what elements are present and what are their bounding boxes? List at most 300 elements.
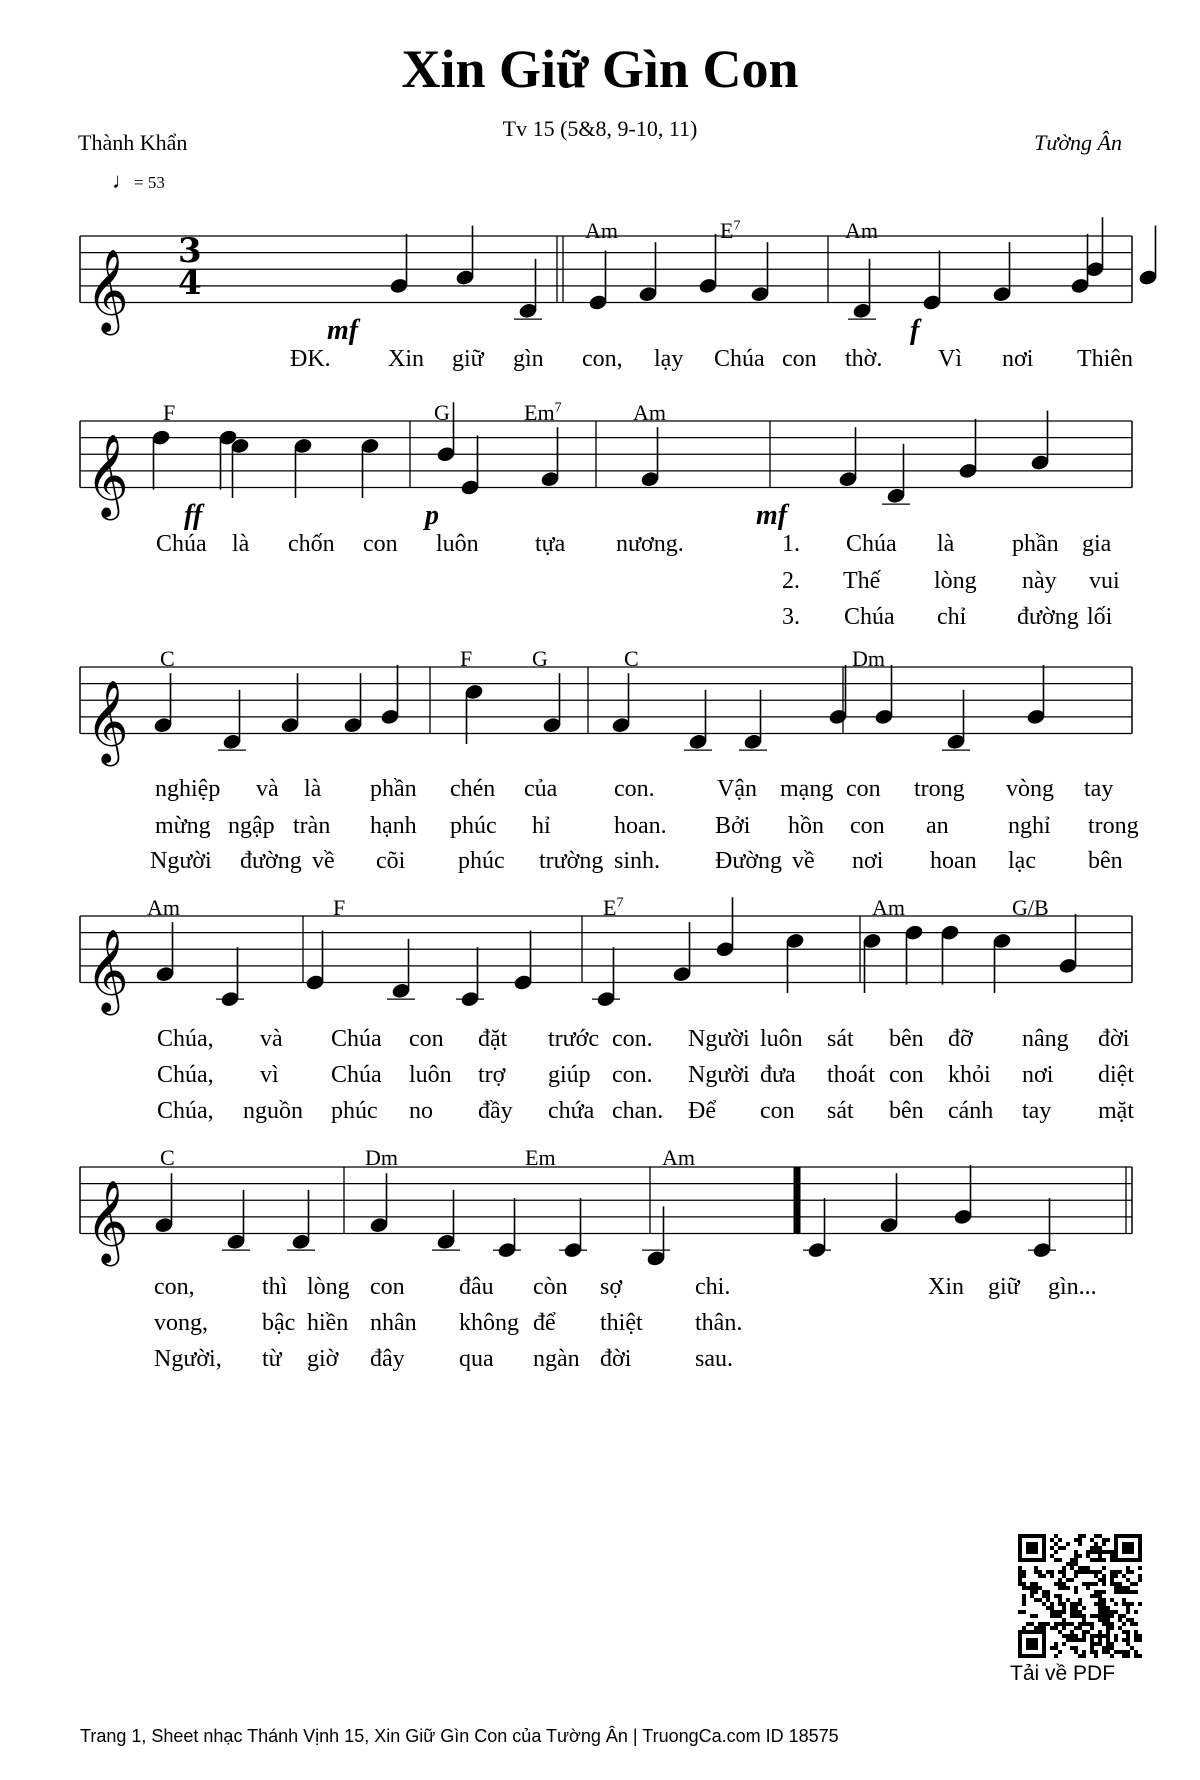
lyric-syllable: chén	[450, 776, 496, 802]
qr-module	[1102, 1614, 1106, 1618]
chord-symbol	[633, 400, 666, 426]
qr-module	[1062, 1566, 1066, 1570]
dynamic-marking: f	[910, 315, 920, 346]
qr-module	[1070, 1562, 1074, 1566]
qr-module	[1090, 1638, 1094, 1642]
qr-module	[1098, 1634, 1102, 1638]
qr-module	[1050, 1538, 1054, 1542]
qr-module	[1114, 1638, 1118, 1642]
qr-module	[1046, 1598, 1050, 1602]
qr-module	[1070, 1634, 1074, 1638]
qr-module	[1134, 1622, 1138, 1626]
lyric-syllable: thiệt	[600, 1310, 643, 1336]
quarter-note-icon: ♩	[112, 168, 134, 193]
time-signature-top: 3	[178, 231, 202, 271]
lyric-syllable: chi.	[695, 1274, 731, 1300]
qr-module	[1102, 1542, 1106, 1546]
page-title: Xin Giữ Gìn Con	[401, 39, 799, 99]
qr-module	[1062, 1606, 1066, 1610]
qr-module	[1114, 1582, 1118, 1586]
qr-module	[1090, 1538, 1094, 1542]
qr-module	[1110, 1598, 1114, 1602]
qr-module	[1118, 1626, 1122, 1630]
qr-module	[1046, 1622, 1050, 1626]
lyric-syllable: Chúa	[714, 346, 765, 372]
qr-module	[1054, 1642, 1058, 1646]
qr-module	[1098, 1550, 1102, 1554]
lyric-syllable: trợ	[478, 1062, 506, 1088]
qr-module	[1094, 1590, 1098, 1594]
qr-module	[1074, 1558, 1078, 1562]
qr-module	[1058, 1650, 1062, 1654]
qr-module	[1062, 1642, 1066, 1646]
lyric-syllable: trong	[1088, 813, 1139, 839]
qr-module	[1022, 1594, 1026, 1598]
qr-module	[1110, 1582, 1114, 1586]
qr-module	[1094, 1614, 1098, 1618]
lyric-syllable: diệt	[1098, 1062, 1134, 1088]
qr-module	[1042, 1594, 1046, 1598]
qr-module	[1058, 1614, 1062, 1618]
qr-module	[1126, 1630, 1130, 1634]
qr-module	[1086, 1622, 1090, 1626]
lyric-syllable: chốn	[288, 531, 335, 557]
lyric-syllable: nơi	[852, 848, 884, 874]
qr-module	[1078, 1566, 1082, 1570]
qr-module	[1134, 1582, 1138, 1586]
lyric-syllable: này	[1022, 568, 1057, 594]
chord-symbol	[333, 895, 345, 921]
chord-name: Am	[585, 218, 618, 243]
qr-module	[1098, 1642, 1102, 1646]
qr-module	[1138, 1566, 1142, 1570]
lyric-syllable: phần	[370, 776, 417, 802]
qr-module	[1022, 1626, 1026, 1630]
lyric-syllable: hoan	[930, 848, 977, 874]
lyric-syllable: Chúa,	[157, 1062, 214, 1088]
lyric-syllable: từ	[262, 1346, 282, 1372]
qr-module	[1094, 1546, 1098, 1550]
qr-module	[1066, 1562, 1070, 1566]
qr-module	[1074, 1562, 1078, 1566]
qr-module	[1130, 1646, 1134, 1650]
qr-module	[1126, 1586, 1130, 1590]
chord-name: Am	[872, 895, 905, 920]
lyric-syllable: mạng	[780, 776, 834, 802]
lyric-syllable: để	[533, 1310, 556, 1336]
qr-module	[1094, 1594, 1098, 1598]
qr-module	[1054, 1622, 1058, 1626]
qr-module	[1070, 1610, 1074, 1614]
lyric-syllable: vòng	[1006, 776, 1054, 802]
lyric-syllable: Chúa	[846, 531, 897, 557]
treble-clef-icon: 𝄞	[86, 1178, 129, 1263]
qr-module	[1102, 1566, 1106, 1570]
qr-module	[1034, 1598, 1038, 1602]
qr-module	[1098, 1618, 1102, 1622]
lyric-syllable: đâu	[459, 1274, 494, 1300]
qr-module	[1054, 1582, 1058, 1586]
qr-module	[1054, 1614, 1058, 1618]
qr-module	[1126, 1602, 1130, 1606]
qr-module	[1082, 1622, 1086, 1626]
chord-symbol	[160, 1145, 175, 1171]
qr-module	[1074, 1602, 1078, 1606]
chord-extension: 7	[554, 400, 562, 416]
qr-module	[1058, 1630, 1062, 1634]
qr-module	[1130, 1570, 1134, 1574]
qr-module	[1086, 1630, 1090, 1634]
qr-module	[1122, 1614, 1126, 1618]
treble-clef-icon: 𝄞	[86, 678, 129, 763]
qr-module	[1106, 1650, 1110, 1654]
qr-module	[1050, 1570, 1054, 1574]
lyric-syllable: lạy	[654, 346, 684, 372]
lyric-syllable: thờ.	[845, 346, 883, 372]
qr-module	[1114, 1602, 1118, 1606]
qr-module	[1098, 1558, 1102, 1562]
qr-module	[1110, 1554, 1114, 1558]
qr-module	[1090, 1550, 1094, 1554]
lyric-syllable: trong	[914, 776, 965, 802]
qr-module	[1102, 1618, 1106, 1622]
lyric-syllable: của	[524, 776, 558, 802]
chord-name: F	[460, 646, 473, 671]
lyric-syllable: phúc	[450, 813, 497, 839]
qr-module	[1078, 1538, 1082, 1542]
qr-module	[1094, 1602, 1098, 1606]
qr-module	[1082, 1654, 1086, 1658]
qr-module	[1066, 1638, 1070, 1642]
qr-module	[1058, 1578, 1062, 1582]
lyric-syllable: sát	[827, 1026, 854, 1052]
qr-module	[1074, 1574, 1078, 1578]
lyric-syllable: và	[260, 1026, 283, 1052]
qr-module	[1110, 1574, 1114, 1578]
qr-module	[1034, 1566, 1038, 1570]
qr-module	[1062, 1618, 1066, 1622]
qr-module	[1074, 1538, 1078, 1542]
lyric-syllable: lạc	[1008, 848, 1036, 874]
qr-module	[1126, 1566, 1130, 1570]
qr-module	[1086, 1570, 1090, 1574]
treble-clef-icon: 𝄞	[86, 927, 129, 1012]
qr-module	[1114, 1574, 1118, 1578]
lyric-syllable: Xin	[928, 1274, 964, 1300]
qr-module	[1082, 1606, 1086, 1610]
lyric-syllable: 1.	[782, 531, 800, 557]
qr-module	[1114, 1586, 1118, 1590]
qr-module	[1058, 1598, 1062, 1602]
qr-module	[1082, 1614, 1086, 1618]
qr-module	[1074, 1638, 1078, 1642]
chord-symbol	[532, 646, 548, 672]
qr-module	[1022, 1598, 1026, 1602]
chord-name: C	[160, 1145, 175, 1170]
qr-module	[1042, 1574, 1046, 1578]
qr-module	[1098, 1570, 1102, 1574]
qr-module	[1046, 1590, 1050, 1594]
chord-name: E	[603, 895, 617, 920]
lyric-syllable: Thiên	[1077, 346, 1133, 372]
lyric-syllable: bên	[889, 1026, 924, 1052]
lyric-syllable: Đường	[715, 848, 783, 874]
qr-module	[1134, 1654, 1138, 1658]
lyric-syllable: mừng	[155, 813, 211, 839]
composer-credit: Tường Ân	[1034, 130, 1122, 155]
lyric-syllable: 2.	[782, 568, 800, 594]
qr-module	[1034, 1626, 1038, 1630]
qr-module	[1126, 1578, 1130, 1582]
qr-module	[1098, 1594, 1102, 1598]
lyric-syllable: đường	[1017, 604, 1079, 630]
qr-module	[1114, 1570, 1118, 1574]
lyric-syllable: đây	[370, 1346, 405, 1372]
lyric-syllable: chan.	[612, 1098, 664, 1124]
chord-name: Am	[633, 400, 666, 425]
qr-module	[1122, 1638, 1126, 1642]
lyric-syllable: bên	[889, 1098, 924, 1124]
qr-module	[1094, 1574, 1098, 1578]
qr-module	[1030, 1582, 1034, 1586]
qr-module	[1106, 1630, 1110, 1634]
qr-module	[1066, 1542, 1070, 1546]
qr-module	[1058, 1594, 1062, 1598]
qr-module	[1082, 1582, 1086, 1586]
qr-module	[1138, 1634, 1142, 1638]
page-footer: Trang 1, Sheet nhạc Thánh Vịnh 15, Xin Giữ Gìn Con của Tường Ân | TruongCa.com ID 18575	[80, 1726, 839, 1746]
chord-name: G	[532, 646, 548, 671]
qr-module	[1134, 1610, 1138, 1614]
chord-name: Em	[524, 400, 555, 425]
lyric-syllable: nguồn	[243, 1098, 303, 1124]
lyric-syllable: nương.	[616, 531, 684, 557]
qr-module	[1090, 1582, 1094, 1586]
qr-module	[1058, 1622, 1062, 1626]
qr-module	[1082, 1634, 1086, 1638]
qr-module	[1106, 1550, 1110, 1554]
qr-module	[1026, 1622, 1030, 1626]
lyric-syllable: Người	[688, 1026, 750, 1052]
lyric-syllable: sau.	[695, 1346, 733, 1372]
qr-module	[1078, 1614, 1082, 1618]
qr-module	[1090, 1614, 1094, 1618]
qr-module	[1038, 1626, 1042, 1630]
qr-module	[1078, 1654, 1082, 1658]
lyric-syllable: ngàn	[533, 1346, 580, 1372]
qr-module	[1062, 1586, 1066, 1590]
qr-module	[1094, 1634, 1098, 1638]
qr-module	[1110, 1626, 1114, 1630]
qr-module	[1038, 1586, 1042, 1590]
qr-module	[1034, 1590, 1038, 1594]
lyric-syllable: thân.	[695, 1310, 743, 1336]
qr-module	[1106, 1634, 1110, 1638]
chord-name: Em	[525, 1145, 556, 1170]
chord-name: F	[163, 400, 176, 425]
qr-module	[1102, 1622, 1106, 1626]
psalm-reference: Tv 15 (5&8, 9-10, 11)	[502, 116, 698, 141]
qr-module	[1022, 1610, 1026, 1614]
qr-module	[1070, 1606, 1074, 1610]
qr-module	[1110, 1578, 1114, 1582]
qr-module	[1126, 1634, 1130, 1638]
chord-name: Am	[147, 895, 180, 920]
qr-module	[1094, 1558, 1098, 1562]
qr-module	[1094, 1542, 1098, 1546]
qr-module	[1126, 1654, 1130, 1658]
lyric-syllable: Vận	[717, 776, 757, 802]
qr-module	[1130, 1622, 1134, 1626]
qr-module	[1018, 1610, 1022, 1614]
qr-module	[1082, 1650, 1086, 1654]
qr-module	[1090, 1594, 1094, 1598]
dynamic-marking: ff	[184, 500, 203, 531]
chord-name: G/B	[1012, 895, 1049, 920]
qr-module	[1118, 1582, 1122, 1586]
chord-symbol	[147, 895, 180, 921]
qr-module	[1102, 1578, 1106, 1582]
qr-module	[1086, 1586, 1090, 1590]
qr-module	[1118, 1570, 1122, 1574]
chord-symbol	[624, 646, 639, 672]
qr-finder-center	[1026, 1542, 1038, 1554]
qr-module	[1106, 1618, 1110, 1622]
chord-extension: 7	[616, 895, 624, 911]
lyric-syllable: Xin	[388, 346, 424, 372]
qr-module	[1054, 1594, 1058, 1598]
qr-module	[1094, 1582, 1098, 1586]
chord-name: F	[333, 895, 346, 920]
qr-module	[1078, 1542, 1082, 1546]
qr-module	[1126, 1590, 1130, 1594]
qr-module	[1054, 1558, 1058, 1562]
qr-module	[1098, 1630, 1102, 1634]
qr-module	[1058, 1586, 1062, 1590]
qr-module	[1046, 1594, 1050, 1598]
qr-module	[1126, 1650, 1130, 1654]
lyric-syllable: hoan.	[614, 813, 667, 839]
lyric-syllable: chỉ	[937, 604, 967, 630]
lyric-syllable: là	[937, 531, 955, 557]
qr-module	[1022, 1574, 1026, 1578]
qr-module	[1102, 1550, 1106, 1554]
qr-module	[1118, 1650, 1122, 1654]
qr-module	[1102, 1650, 1106, 1654]
qr-module	[1054, 1542, 1058, 1546]
chord-symbol	[524, 400, 562, 426]
qr-module	[1062, 1610, 1066, 1614]
qr-module	[1134, 1590, 1138, 1594]
qr-module	[1126, 1618, 1130, 1622]
qr-module	[1138, 1574, 1142, 1578]
lyric-syllable: con	[363, 531, 398, 557]
qr-module	[1102, 1634, 1106, 1638]
lyric-syllable: phúc	[458, 848, 505, 874]
lyric-syllable: trước	[548, 1026, 600, 1052]
qr-module	[1114, 1590, 1118, 1594]
lyric-syllable: con	[889, 1062, 924, 1088]
lyric-syllable: nơi	[1002, 346, 1034, 372]
qr-module	[1086, 1550, 1090, 1554]
qr-module	[1090, 1650, 1094, 1654]
qr-module	[1022, 1582, 1026, 1586]
qr-module	[1066, 1622, 1070, 1626]
chord-name: C	[624, 646, 639, 671]
lyric-syllable: nhân	[370, 1310, 417, 1336]
qr-module	[1058, 1546, 1062, 1550]
qr-module	[1070, 1566, 1074, 1570]
lyric-syllable: tựa	[535, 531, 566, 557]
qr-module	[1054, 1654, 1058, 1658]
lyric-syllable: nghiệp	[155, 776, 221, 802]
qr-module	[1062, 1622, 1066, 1626]
lyric-syllable: hạnh	[370, 813, 417, 839]
lyric-syllable: luôn	[436, 531, 479, 557]
qr-module	[1058, 1558, 1062, 1562]
qr-module	[1018, 1574, 1022, 1578]
download-pdf-link[interactable]: Tải về PDF	[1010, 1662, 1116, 1685]
lyric-syllable: con	[370, 1274, 405, 1300]
lyric-syllable: là	[232, 531, 250, 557]
qr-module	[1074, 1646, 1078, 1650]
qr-module	[1098, 1638, 1102, 1642]
lyric-syllable: nơi	[1022, 1062, 1054, 1088]
qr-module	[1054, 1550, 1058, 1554]
qr-module	[1022, 1570, 1026, 1574]
qr-module	[1102, 1574, 1106, 1578]
chord-name: Dm	[852, 646, 885, 671]
qr-module	[1050, 1574, 1054, 1578]
qr-module	[1042, 1622, 1046, 1626]
chord-symbol	[525, 1145, 556, 1171]
qr-module	[1102, 1582, 1106, 1586]
qr-module	[1130, 1618, 1134, 1622]
qr-module	[1054, 1646, 1058, 1650]
qr-module	[1110, 1622, 1114, 1626]
chord-symbol	[872, 895, 905, 921]
lyric-syllable: bậc	[262, 1310, 296, 1336]
lyric-syllable: trường	[539, 848, 604, 874]
chord-symbol	[585, 218, 618, 244]
lyric-syllable: gìn...	[1048, 1274, 1097, 1300]
qr-module	[1098, 1602, 1102, 1606]
qr-module	[1090, 1634, 1094, 1638]
chord-symbol	[852, 646, 885, 672]
qr-module	[1042, 1626, 1046, 1630]
lyric-syllable: tay	[1022, 1098, 1052, 1124]
qr-module	[1038, 1570, 1042, 1574]
lyric-syllable: chứa	[548, 1098, 595, 1124]
qr-module	[1090, 1626, 1094, 1630]
qr-module	[1114, 1634, 1118, 1638]
qr-finder-center	[1122, 1542, 1134, 1554]
qr-module	[1094, 1550, 1098, 1554]
qr-module	[1054, 1610, 1058, 1614]
qr-module	[1050, 1606, 1054, 1610]
qr-module	[1090, 1570, 1094, 1574]
qr-code-icon[interactable]	[1018, 1534, 1142, 1658]
qr-module	[1082, 1570, 1086, 1574]
lyric-syllable: con.	[612, 1062, 653, 1088]
qr-module	[1062, 1602, 1066, 1606]
chord-symbol	[662, 1145, 695, 1171]
qr-module	[1094, 1650, 1098, 1654]
lyric-syllable: con,	[154, 1274, 195, 1300]
lyric-syllable: Chúa,	[157, 1026, 214, 1052]
qr-module	[1098, 1610, 1102, 1614]
qr-module	[1106, 1622, 1110, 1626]
